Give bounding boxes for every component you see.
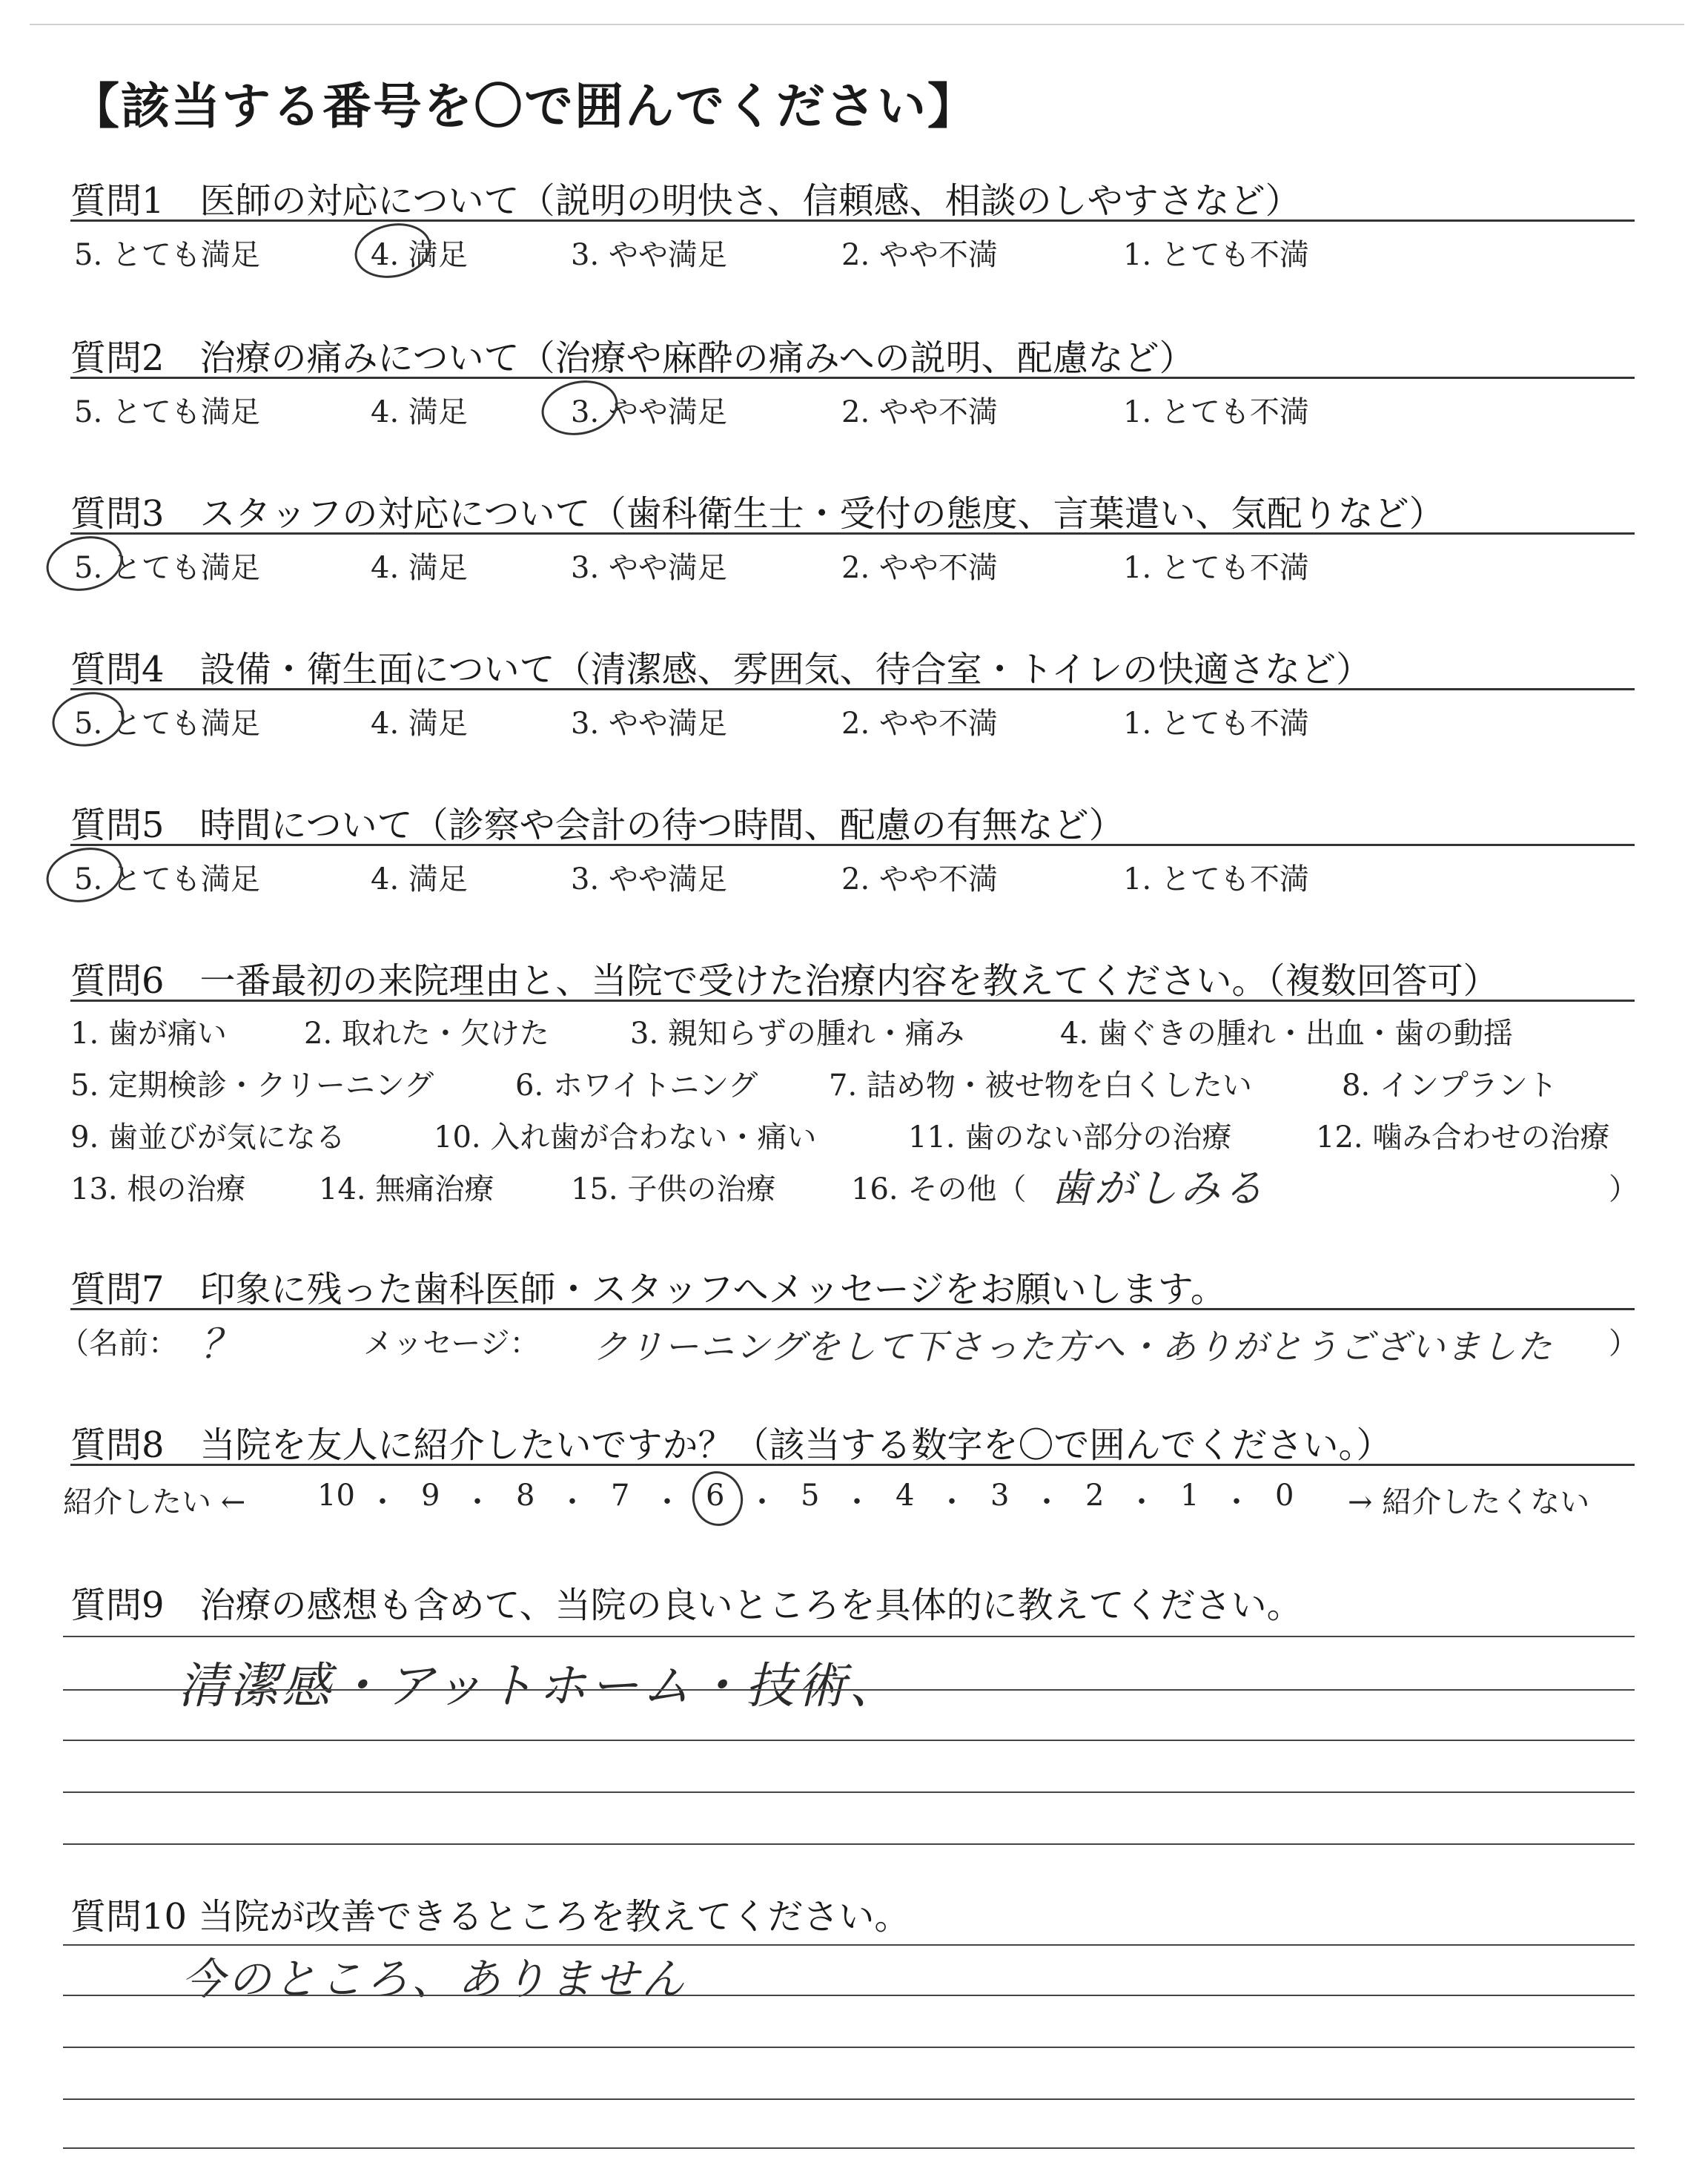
q8-scale-separator: ・	[1127, 1485, 1156, 1519]
q7-title: 質問7 印象に残った歯科医師・スタッフへメッセージをお願いします。	[70, 1269, 1226, 1310]
top-border	[30, 24, 1684, 25]
q4-rule	[70, 688, 1635, 690]
q8-scale-separator: ・	[937, 1485, 967, 1519]
q1-rule	[70, 219, 1635, 222]
q10-answer[interactable]: 今のところ、ありません	[182, 1954, 688, 2004]
q6-option-14[interactable]: 14. 無痛治療	[319, 1172, 494, 1206]
q1-title: 質問1 医師の対応について（説明の明快さ、信頼感、相談のしやすさなど）	[70, 180, 1301, 222]
q1-selection-circle	[350, 217, 437, 285]
q9-write-line-1	[63, 1636, 1635, 1637]
q2-selection-circle	[537, 374, 623, 442]
q8-scale-value-0[interactable]: 0	[1275, 1479, 1294, 1513]
q6-option-5[interactable]: 5. 定期検診・クリーニング	[70, 1069, 434, 1103]
q9-write-line-4	[63, 1791, 1635, 1793]
q3-option-2[interactable]: 2. やや不満	[841, 551, 998, 585]
q2-rule	[70, 377, 1635, 379]
q6-option-8[interactable]: 8. インプラント	[1342, 1069, 1558, 1103]
q3-selection-circle	[42, 529, 128, 598]
q10-write-line-2	[63, 1995, 1635, 1996]
q2-option-3[interactable]: 3. やや満足	[571, 395, 727, 429]
q4-option-5[interactable]: 5. とても満足	[74, 707, 260, 741]
q10-write-line-4	[63, 2098, 1635, 2100]
q8-scale-value-5[interactable]: 5	[801, 1479, 820, 1513]
q5-option-3[interactable]: 3. やや満足	[571, 862, 727, 896]
q10-title: 質問10 当院が改善できるところを教えてください。	[70, 1896, 910, 1938]
q5-rule	[70, 844, 1635, 846]
q6-option-13[interactable]: 13. 根の治療	[70, 1172, 246, 1206]
q5-option-5[interactable]: 5. とても満足	[74, 862, 260, 896]
q8-scale-separator: ・	[557, 1485, 587, 1519]
q3-option-1[interactable]: 1. とても不満	[1123, 551, 1309, 585]
q2-option-4[interactable]: 4. 満足	[371, 395, 468, 429]
q6-option-10[interactable]: 10. 入れ歯が合わない・痛い	[434, 1120, 817, 1155]
q3-option-3[interactable]: 3. やや満足	[571, 551, 727, 585]
q9-answer[interactable]: 清潔感・アットホーム・技術、	[178, 1657, 901, 1714]
q7-message-value[interactable]: クリーニングをして下さった方へ・ありがとうございました	[593, 1327, 1554, 1367]
q2-option-5[interactable]: 5. とても満足	[74, 395, 260, 429]
q6-option-1[interactable]: 1. 歯が痛い	[70, 1017, 227, 1051]
q1-option-5[interactable]: 5. とても満足	[74, 238, 260, 272]
q6-option-2[interactable]: 2. 取れた・欠けた	[304, 1017, 549, 1051]
q4-option-1[interactable]: 1. とても不満	[1123, 707, 1309, 741]
q6-option-12[interactable]: 12. 噛み合わせの治療	[1316, 1120, 1610, 1155]
q2-title: 質問2 治療の痛みについて（治療や麻酔の痛みへの説明、配慮など）	[70, 337, 1195, 379]
q6-rule	[70, 1000, 1635, 1002]
q9-write-line-5	[63, 1843, 1635, 1845]
q8-scale-separator: ・	[368, 1485, 397, 1519]
q8-scale-value-8[interactable]: 8	[516, 1479, 535, 1513]
q4-title: 質問4 設備・衛生面について（清潔感、雰囲気、待合室・トイレの快適さなど）	[70, 649, 1372, 690]
q8-scale-separator: ・	[1222, 1485, 1251, 1519]
q5-option-4[interactable]: 4. 満足	[371, 862, 468, 896]
q7-rule	[70, 1308, 1635, 1310]
q10-write-line-3	[63, 2047, 1635, 2048]
q8-scale-value-7[interactable]: 7	[611, 1479, 630, 1513]
q2-option-2[interactable]: 2. やや不満	[841, 395, 998, 429]
q8-scale-value-10[interactable]: 10	[317, 1479, 355, 1513]
q6-option-15[interactable]: 15. 子供の治療	[571, 1172, 776, 1206]
q1-option-3[interactable]: 3. やや満足	[571, 238, 727, 272]
q5-option-2[interactable]: 2. やや不満	[841, 862, 998, 896]
q8-scale-separator: ・	[1032, 1485, 1062, 1519]
q8-scale-separator: ・	[652, 1485, 682, 1519]
q5-selection-circle	[42, 841, 128, 909]
page-header: 【該当する番号を〇で囲んでください】	[70, 77, 978, 135]
q8-selection-circle	[687, 1467, 748, 1531]
q4-option-3[interactable]: 3. やや満足	[571, 707, 727, 741]
q8-scale-value-1[interactable]: 1	[1180, 1479, 1199, 1513]
q7-name-value[interactable]: ？	[200, 1321, 243, 1367]
q1-option-4[interactable]: 4. 満足	[371, 238, 468, 272]
q5-title: 質問5 時間について（診察や会計の待つ時間、配慮の有無など）	[70, 805, 1125, 846]
q9-title: 質問9 治療の感想も含めて、当院の良いところを具体的に教えてください。	[70, 1585, 1302, 1626]
q8-scale-value-6[interactable]: 6	[706, 1479, 725, 1513]
q8-rule	[70, 1464, 1635, 1466]
q8-left-label: 紹介したい ←	[63, 1485, 246, 1519]
q8-scale-value-3[interactable]: 3	[990, 1479, 1010, 1513]
q7-close: ）	[1609, 1327, 1638, 1361]
q4-option-4[interactable]: 4. 満足	[371, 707, 468, 741]
q6-title: 質問6 一番最初の来院理由と、当院で受けた治療内容を教えてください。（複数回答可）	[70, 960, 1499, 1002]
q6-option-9[interactable]: 9. 歯並びが気になる	[70, 1120, 345, 1155]
q6-option-11[interactable]: 11. 歯のない部分の治療	[908, 1120, 1232, 1155]
q8-scale-value-2[interactable]: 2	[1085, 1479, 1105, 1513]
q3-rule	[70, 532, 1635, 535]
q8-scale-separator: ・	[747, 1485, 777, 1519]
q6-option-6[interactable]: 6. ホワイトニング	[515, 1069, 758, 1103]
q3-title: 質問3 スタッフの対応について（歯科衛生士・受付の態度、言葉遣い、気配りなど）	[70, 493, 1445, 535]
q1-option-1[interactable]: 1. とても不満	[1123, 238, 1309, 272]
q6-other-answer[interactable]: 歯がしみる	[1051, 1165, 1266, 1212]
q6-option-4[interactable]: 4. 歯ぐきの腫れ・出血・歯の動揺	[1060, 1017, 1513, 1051]
q8-scale-value-9[interactable]: 9	[421, 1479, 440, 1513]
q2-option-1[interactable]: 1. とても不満	[1123, 395, 1309, 429]
q1-option-2[interactable]: 2. やや不満	[841, 238, 998, 272]
q8-scale-separator: ・	[842, 1485, 872, 1519]
q5-option-1[interactable]: 1. とても不満	[1123, 862, 1309, 896]
q6-option-16[interactable]: 16. その他（	[851, 1172, 1027, 1206]
q4-option-2[interactable]: 2. やや不満	[841, 707, 998, 741]
q3-option-5[interactable]: 5. とても満足	[74, 551, 260, 585]
q8-title: 質問8 当院を友人に紹介したいですか？（該当する数字を〇で囲んでください。）	[70, 1424, 1392, 1466]
q8-right-label: → 紹介したくない	[1348, 1485, 1590, 1519]
q6-option-3[interactable]: 3. 親知らずの腫れ・痛み	[630, 1017, 964, 1051]
q8-scale-separator: ・	[463, 1485, 492, 1519]
q8-scale-value-4[interactable]: 4	[896, 1479, 915, 1513]
q4-selection-circle	[47, 686, 130, 753]
q7-name-label: （名前：	[59, 1327, 178, 1361]
q9-write-line-3	[63, 1740, 1635, 1741]
q10-write-line-5	[63, 2147, 1635, 2149]
q9-write-line-2	[63, 1689, 1635, 1691]
q7-message-label: メッセージ：	[363, 1327, 540, 1361]
q3-option-4[interactable]: 4. 満足	[371, 551, 468, 585]
q6-option-7[interactable]: 7. 詰め物・被せ物を白くしたい	[829, 1069, 1252, 1103]
q6-other-close: ）	[1609, 1172, 1638, 1206]
